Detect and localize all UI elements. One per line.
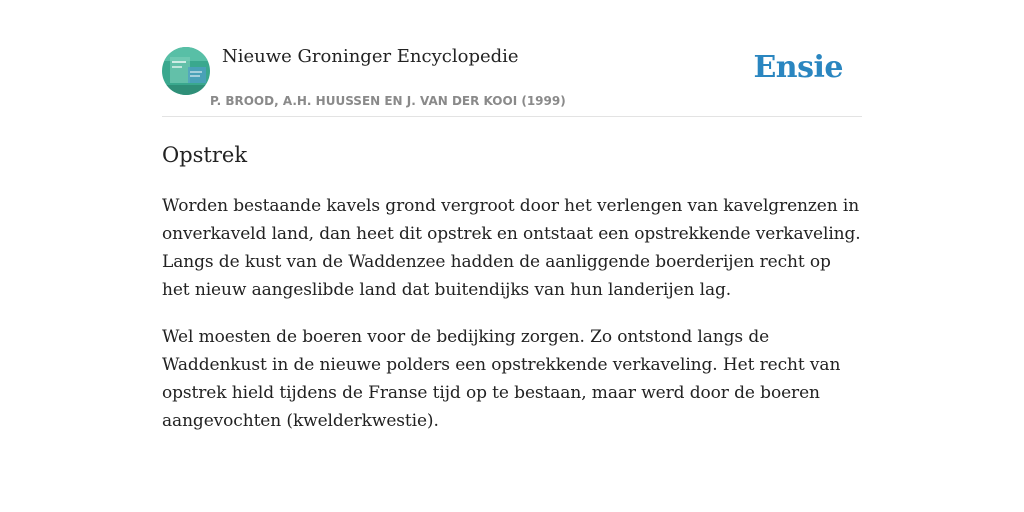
article-paragraph: Wel moesten de boeren voor de bedijking zorgen. Zo ontstond langs de Waddenkust in de nieuwe polders een opstrekkende verkaveling. Het recht van opstrek hield tijdens de Franse tijd op te bestaan, maar werd door de boeren aangevochten (kwelderkwestie). [162,327,841,431]
source-avatar-icon[interactable] [162,47,210,95]
article-title: Opstrek [162,143,248,167]
article-paragraph: Worden bestaande kavels grond vergroot door het verlengen van kavelgrenzen in onverkaveld land, dan heet dit opstrek en ontstaat een opstrekkende verkaveling. Langs de kust van de Waddenzee hadden de aanliggende boerderijen recht op het nieuw aangeslibde land dat buitendijks van hun landerijen lag. [162,196,861,300]
article [162,138,862,435]
ensie-logo[interactable]: Ensie [753,50,843,85]
source-title[interactable]: Nieuwe Groninger Encyclopedie [222,46,519,67]
source-authors: P. BROOD, A.H. HUUSSEN EN J. VAN DER KOOI (1999) [210,94,566,108]
source-header [162,40,862,117]
